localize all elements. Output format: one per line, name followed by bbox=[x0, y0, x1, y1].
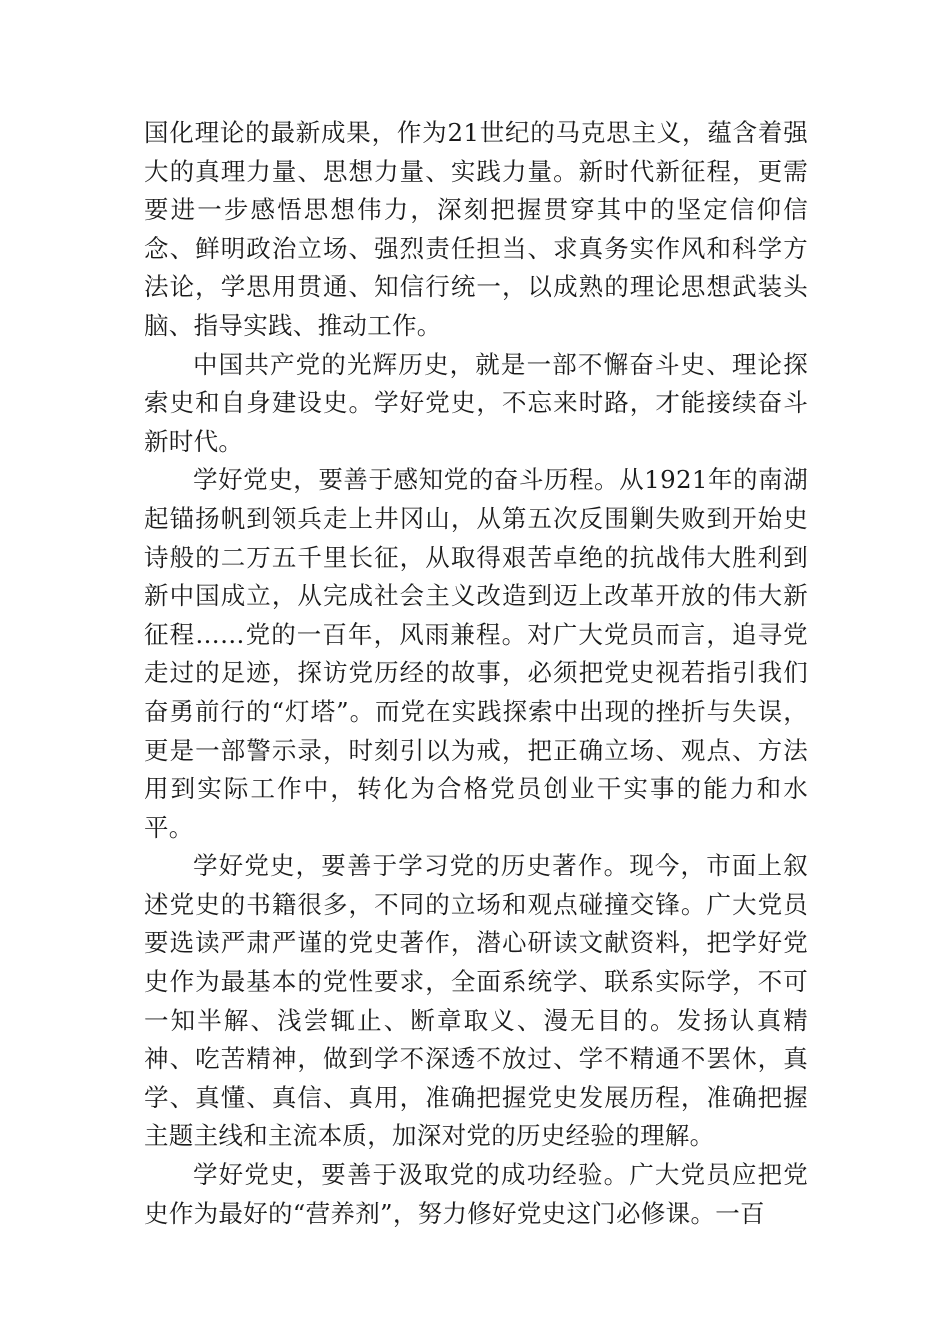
paragraph-5: 学好党史，要善于汲取党的成功经验。广大党员应把党史作为最好的“营养剂”，努力修好党史这门必修课。一百 bbox=[144, 1160, 808, 1228]
paragraph-1: 国化理论的最新成果，作为21世纪的马克思主义，蕴含着强大的真理力量、思想力量、实践力量。新时代新征程，更需要进一步感悟思想伟力，深刻把握贯穿其中的坚定信仰信念、鲜明政治立场、强烈责任担当、求真务实作风和科学方法论，学思用贯通、知信行统一，以成熟的理论思想武装头脑、指导实践、推动工作。 bbox=[144, 118, 808, 340]
paragraph-3: 学好党史，要善于感知党的奋斗历程。从1921年的南湖起锚扬帆到领兵走上井冈山，从第五次反围剿失败到开始史诗般的二万五千里长征，从取得艰苦卓绝的抗战伟大胜利到新中国成立，从完成社会主义改造到迈上改革开放的伟大新征程……党的一百年，风雨兼程。对广大党员而言，追寻党走过的足迹，探访党历经的故事，必须把党史视若指引我们奋勇前行的“灯塔”。而党在实践探索中出现的挫折与失误，更是一部警示录，时刻引以为戒，把正确立场、观点、方法用到实际工作中，转化为合格党员创业干实事的能力和水平。 bbox=[144, 465, 808, 842]
paragraph-4: 学好党史，要善于学习党的历史著作。现今，市面上叙述党史的书籍很多，不同的立场和观点碰撞交锋。广大党员要选读严肃严谨的党史著作，潜心研读文献资料，把学好党史作为最基本的党性要求，全面系统学、联系实际学，不可一知半解、浅尝辄止、断章取义、漫无目的。发扬认真精神、吃苦精神，做到学不深透不放过、学不精通不罢休，真学、真懂、真信、真用，准确把握党史发展历程，准确把握主题主线和主流本质，加深对党的历史经验的理解。 bbox=[144, 851, 808, 1151]
document-body bbox=[144, 114, 808, 1233]
paragraph-2: 中国共产党的光辉历史，就是一部不懈奋斗史、理论探索史和自身建设史。学好党史，不忘来时路，才能接续奋斗新时代。 bbox=[144, 349, 808, 456]
